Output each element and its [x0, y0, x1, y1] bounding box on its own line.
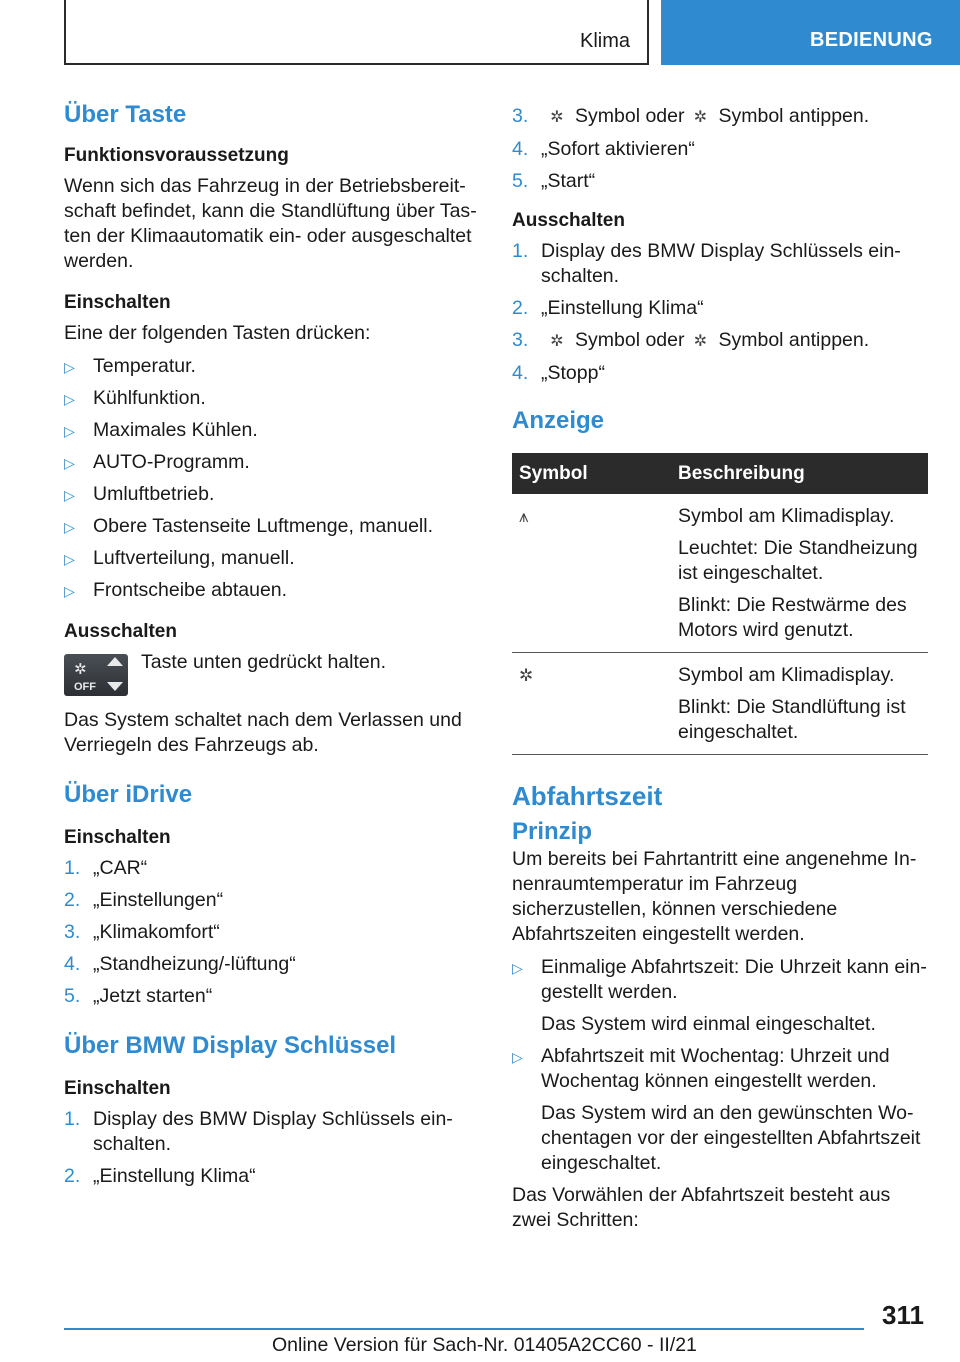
fan-icon: ✲: [74, 661, 87, 678]
tasten-list: [64, 354, 480, 603]
list-item: 2. „Einstellung Klima“: [64, 1165, 256, 1187]
prinzip-paragraph: Um bereits bei Fahrtantritt eine angenehme Innenraumtemperatur im Fahrzeug sicherzustellen, können verschiedene Abfahrtszeiten eingestellt werden.: [512, 848, 917, 945]
heading-prinzip: Prinzip: [512, 818, 593, 845]
heading-ausschalten: Ausschalten: [64, 621, 177, 642]
fan-off-key-image: [64, 654, 128, 696]
table-header-description: Beschreibung: [671, 453, 928, 494]
list-item: 5. „Jetzt starten“: [64, 985, 213, 1007]
ventilation-off-icon: ✲: [693, 109, 708, 126]
list-item: ▷ Luftverteilung, manuell.: [64, 546, 480, 571]
triangle-bullet-icon: ▷: [64, 391, 75, 407]
einschalten-paragraph: Eine der folgenden Tasten drücken:: [64, 322, 371, 344]
idrive-steps: [64, 856, 480, 1009]
chapter-tab: BEDIENUNG: [661, 0, 960, 65]
list-item: ▷ Einmalige Abfahrtszeit: Die Uhrzeit kann eingestellt werden. Das System wird einmal eingeschaltet.: [512, 956, 927, 1035]
ventilation-icon: ✲: [550, 109, 564, 126]
display-off-steps: [512, 239, 928, 386]
heading-display-einschalten: Einschalten: [64, 1078, 171, 1099]
left-column: [64, 100, 480, 1196]
heading-ueber-idrive: Über iDrive: [64, 781, 193, 808]
list-item: 3. „Klimakomfort“: [64, 921, 220, 943]
footer-divider: [64, 1328, 864, 1330]
ventilation-icon: ✲: [550, 333, 564, 350]
heading-ausschalten-display: Ausschalten: [512, 210, 625, 231]
triangle-bullet-icon: ▷: [64, 487, 75, 503]
triangle-bullet-icon: ▷: [64, 583, 75, 599]
list-item: ▷ Abfahrtszeit mit Wochentag: Uhrzeit und Wochentag können eingestellt werden. Das System wird an den gewünschten Wochentagen vor der eingestellten Abfahrtszeit eingeschaltet.: [512, 1045, 921, 1174]
heading-ueber-display-schluessel: Über BMW Display Schlüssel: [64, 1032, 397, 1059]
triangle-bullet-icon: ▷: [64, 359, 75, 375]
list-item: 2. „Einstellung Klima“: [512, 297, 704, 319]
symbol-table: [512, 453, 928, 755]
triangle-bullet-icon: ▷: [512, 1049, 523, 1065]
triangle-bullet-icon: ▷: [64, 551, 75, 567]
header-frame: [64, 0, 649, 65]
funktion-paragraph: Wenn sich das Fahrzeug in der Betriebsbereitschaft befindet, kann die Standlüftung über Tasten der Klimaautomatik ein- oder ausgeschaltet werden.: [64, 175, 477, 272]
right-column: [512, 104, 928, 1241]
list-item: 4. „Stopp“: [512, 362, 605, 384]
ausschalten-paragraph: Das System schaltet nach dem Verlassen und Verriegeln des Fahrzeugs ab.: [64, 709, 462, 756]
standluftung-icon: ✲: [519, 666, 534, 685]
display-steps: [64, 1107, 480, 1189]
list-item: 2. „Einstellungen“: [64, 889, 224, 911]
list-item: 3. ✲ Symbol oder ✲ Symbol antippen.: [512, 104, 928, 130]
heading-idrive-einschalten: Einschalten: [64, 827, 171, 848]
off-key-text: Taste unten gedrückt halten.: [141, 651, 386, 673]
arrow-down-icon: [107, 682, 123, 691]
table-row: ✲ Symbol am Klimadisplay. Blinkt: Die Standlüftung ist eingeschaltet.: [512, 653, 928, 755]
off-label: OFF: [74, 681, 96, 693]
list-item: 1. Display des BMW Display Schlüssels einschalten.: [64, 1108, 453, 1155]
triangle-bullet-icon: ▷: [512, 960, 523, 976]
triangle-bullet-icon: ▷: [64, 423, 75, 439]
table-header-symbol: Symbol: [512, 453, 671, 494]
footer-online-version: Online Version für Sach-Nr. 01405A2CC60 - II/21: [272, 1334, 697, 1356]
standheizung-icon: ⩚: [519, 507, 529, 526]
list-item: ▷ Frontscheibe abtauen.: [64, 578, 480, 603]
ventilation-off-icon: ✲: [693, 333, 708, 350]
heading-abfahrtszeit: Abfahrtszeit: [512, 781, 663, 811]
heading-ueber-taste: Über Taste: [64, 101, 187, 128]
abfahrt-list: [512, 955, 928, 1176]
list-item: 4. „Standheizung/-lüftung“: [64, 953, 296, 975]
list-item: ▷ Obere Tastenseite Luftmenge, manuell.: [64, 514, 480, 539]
list-item: ▷ Kühlfunktion.: [64, 386, 480, 411]
off-key-row: [64, 650, 480, 696]
list-item: ▷ AUTO-Programm.: [64, 450, 480, 475]
list-item: ▷ Temperatur.: [64, 354, 480, 379]
list-item: 1. Display des BMW Display Schlüssels einschalten.: [512, 240, 901, 287]
list-item: 1. „CAR“: [64, 857, 148, 879]
heading-anzeige: Anzeige: [512, 407, 605, 434]
table-row: ⩚ Symbol am Klimadisplay. Leuchtet: Die Standheizung ist eingeschaltet. Blinkt: Die Restwärme des Motors wird genutzt.: [512, 494, 928, 653]
list-item: 5. „Start“: [512, 170, 596, 192]
closing-paragraph: Das Vorwählen der Abfahrtszeit besteht aus zwei Schritten:: [512, 1184, 891, 1231]
list-item: ▷ Umluftbetrieb.: [64, 482, 480, 507]
list-item: 3. ✲ Symbol oder ✲ Symbol antippen.: [512, 328, 928, 354]
triangle-bullet-icon: ▷: [64, 455, 75, 471]
triangle-bullet-icon: ▷: [64, 519, 75, 535]
list-item: 4. „Sofort aktivieren“: [512, 138, 695, 160]
heading-einschalten: Einschalten: [64, 292, 171, 313]
display-steps-continued: [512, 104, 928, 194]
page-number: 311: [882, 1300, 924, 1330]
heading-funktionsvoraussetzung: Funktionsvoraussetzung: [64, 145, 289, 166]
arrow-up-icon: [107, 657, 123, 666]
list-item: ▷ Maximales Kühlen.: [64, 418, 480, 443]
section-title: Klima: [579, 30, 630, 52]
